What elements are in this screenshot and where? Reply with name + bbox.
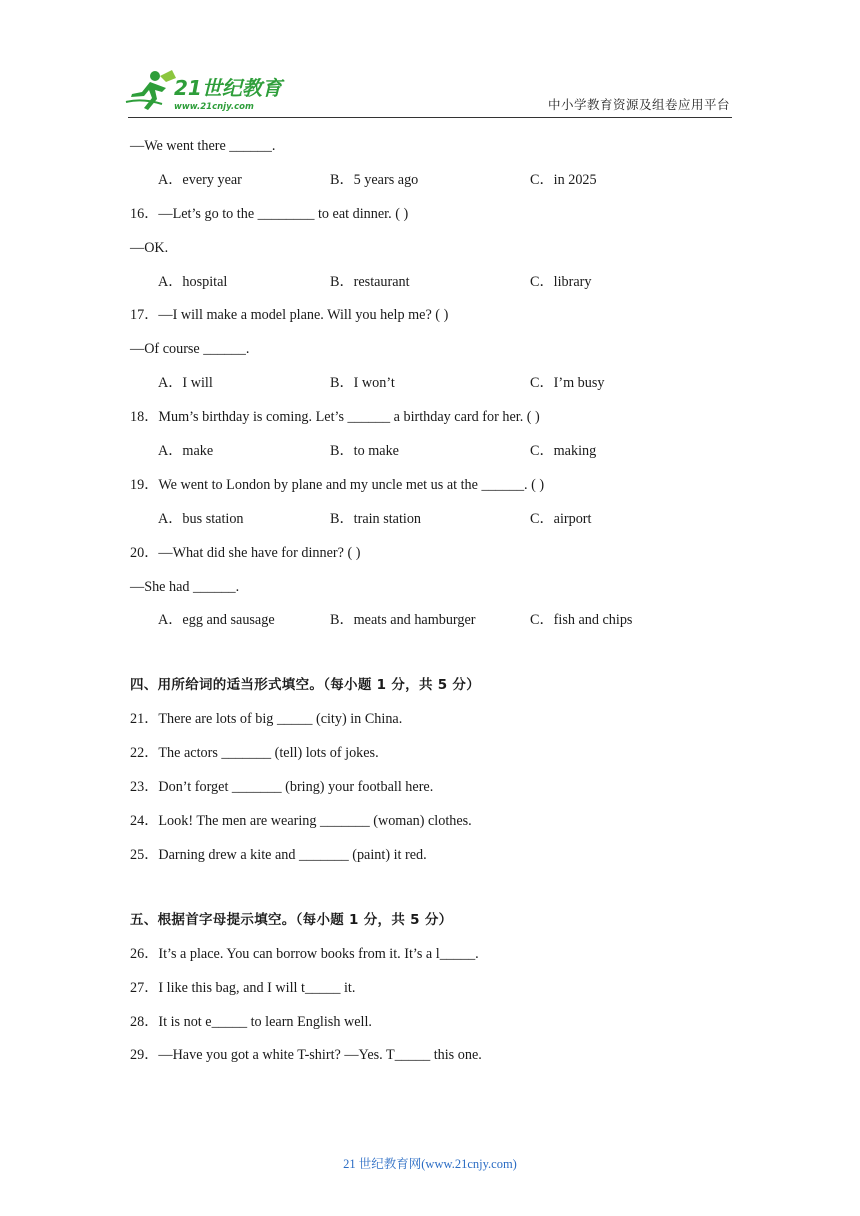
q17-question: 17．—I will make a model plane. Will you help me? ( ) (130, 307, 449, 324)
q29-item: 29．—Have you got a white T-shirt? —Yes. T_____ this one. (130, 1047, 482, 1064)
q20-option-b: B．meats and hamburger (330, 612, 476, 629)
q25-item: 25．Darning drew a kite and _______ (paint) it red. (130, 846, 427, 863)
exam-content (130, 136, 750, 1079)
q21-item: 21．There are lots of big _____ (city) in China. (130, 711, 403, 728)
q17-option-c: C．I’m busy (530, 375, 605, 392)
q16-option-c: C．library (530, 273, 592, 290)
q17-option-b: B．I won’t (330, 375, 395, 392)
q16-question: 16．—Let’s go to the ________ to eat dinner. ( ) (130, 205, 409, 222)
q15-option-a: A．every year (158, 171, 242, 188)
q20-question: 20．—What did she have for dinner? ( ) (130, 544, 361, 561)
q19-option-b: B．train station (330, 510, 422, 527)
q15-option-c: C．in 2025 (530, 171, 597, 188)
q24-item: 24．Look! The men are wearing _______ (woman) clothes. (130, 813, 472, 830)
q18-question: 18．Mum’s birthday is coming. Let’s ______ a birthday card for her. ( ) (130, 409, 540, 426)
site-logo[interactable] (122, 68, 292, 114)
q20-option-a: A．egg and sausage (158, 612, 275, 629)
q16-option-a: A．hospital (158, 273, 228, 290)
q19-options (130, 509, 750, 529)
platform-slogan: 中小学教育资源及组卷应用平台 (547, 97, 730, 112)
q16-options (130, 272, 750, 292)
q18-options (130, 441, 750, 461)
q23-item: 23．Don’t forget _______ (bring) your football here. (130, 779, 434, 796)
runner-logo-icon (122, 68, 292, 114)
q20-options (130, 610, 750, 630)
q15-reply: —We went there ______. (130, 138, 276, 154)
q17-reply: —Of course ______. (130, 341, 250, 358)
q18-option-c: C．making (530, 443, 597, 460)
section-5-title: 五、根据首字母提示填空。（每小题 1 分，共 5 分） (130, 911, 453, 928)
q22-item: 22．The actors _______ (tell) lots of jokes. (130, 745, 379, 762)
q19-option-c: C．airport (530, 510, 592, 527)
q16-option-b: B．restaurant (330, 273, 410, 290)
svg-text:21世纪教育: 21世纪教育 (174, 76, 282, 100)
q17-options (130, 373, 750, 393)
q18-option-a: A．make (158, 443, 214, 460)
q26-item: 26．It’s a place. You can borrow books from it. It’s a l_____. (130, 945, 479, 962)
q20-option-c: C．fish and chips (530, 612, 633, 629)
q17-option-a: A．I will (158, 375, 213, 392)
page-footer[interactable]: 21 世纪教育网(www.21cnjy.com) (343, 1157, 517, 1171)
page-header (0, 0, 860, 120)
q15-options (130, 170, 750, 190)
q19-question: 19．We went to London by plane and my uncle met us at the ______. ( ) (130, 476, 545, 493)
section-4-title: 四、用所给词的适当形式填空。（每小题 1 分，共 5 分） (130, 677, 481, 694)
q18-option-b: B．to make (330, 443, 399, 460)
q19-option-a: A．bus station (158, 510, 244, 527)
q27-item: 27．I like this bag, and I will t_____ it. (130, 979, 356, 996)
q20-reply: —She had ______. (130, 578, 240, 595)
q16-reply: —OK. (130, 239, 169, 256)
header-divider (128, 117, 732, 118)
q28-item: 28．It is not e_____ to learn English well. (130, 1013, 372, 1030)
svg-text:www.21cnjy.com: www.21cnjy.com (174, 102, 254, 112)
q15-option-b: B．5 years ago (330, 171, 419, 188)
